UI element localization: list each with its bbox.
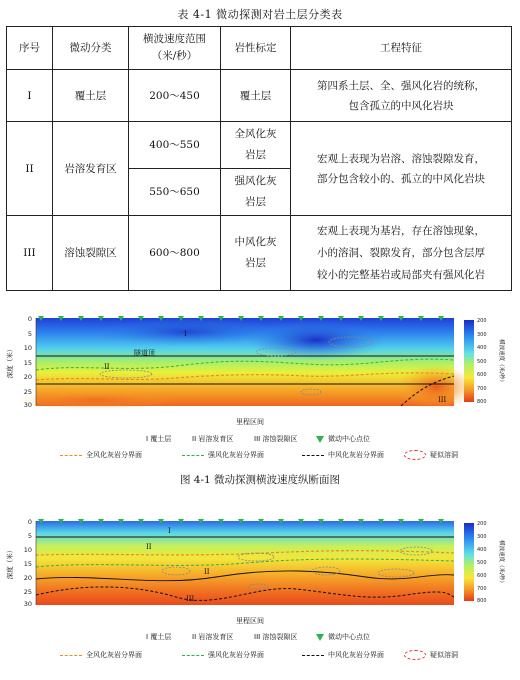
fig2-xlabel: 里程区间 (236, 617, 264, 625)
fig1-region-label: II (104, 363, 110, 371)
legend-item: 中风化灰岩分界面 (302, 450, 384, 460)
header-no: 序号 (7, 27, 53, 70)
header-litho: 岩性标定 (221, 27, 291, 70)
fig1-cb-tick: 400 (477, 345, 487, 351)
triangle-marker-icon (316, 634, 324, 641)
fig1-yticks (24, 315, 32, 409)
legend-item: II 岩溶发育区 (192, 633, 234, 641)
fig1-xlabel: 里程区间 (236, 418, 264, 426)
row3-no: III (7, 216, 53, 291)
fig2-yticks (24, 518, 32, 608)
row2-feature: 宏观上表现为岩溶、溶蚀裂隙发育， 部分包含较小的、孤立的中风化岩块 (291, 122, 512, 216)
fig2-ytick: 30 (23, 600, 32, 608)
fig1-cb-tick: 200 (477, 318, 487, 324)
figure-caption: 图 4-1 微动探测横波速度纵断面图 (179, 474, 341, 486)
fig2-cb-tick: 400 (477, 547, 487, 553)
fig1-cb-tick: 500 (477, 359, 487, 365)
fig1-colorbar-title: 横波速度（米/秒） (498, 339, 504, 385)
fig1-ytick: 25 (23, 388, 32, 396)
legend-item: 中风化灰岩分界面 (302, 650, 384, 660)
black-dash-icon (302, 455, 324, 456)
velocity-section-2-svg (6, 515, 514, 611)
fig1-cb-tick: 700 (477, 386, 487, 392)
fig1-ytick: 15 (23, 359, 32, 367)
velocity-section-2 (6, 515, 514, 611)
table-row (7, 122, 512, 169)
fig2-colorbar-title: 横波速度（米/秒） (498, 540, 504, 586)
legend-1 (6, 434, 514, 464)
fig2-cb-tick: 600 (477, 573, 487, 579)
row3-class: 溶蚀裂隙区 (53, 216, 129, 291)
fig2-ytick: 15 (23, 560, 32, 568)
table-header-row (7, 27, 512, 70)
row2-speed2: 550～650 (129, 169, 221, 216)
row1-feature: 第四系土层、全、强风化岩的统称， 包含孤立的中风化岩块 (291, 70, 512, 122)
row1-litho: 覆土层 (221, 70, 291, 122)
fig1-cb-tick: 300 (477, 332, 487, 338)
row3-speed: 600～800 (129, 216, 221, 291)
header-feature: 工程特征 (291, 27, 512, 70)
triangle-marker-icon (316, 436, 324, 443)
fig1-ylabel: 深度（米） (6, 345, 14, 379)
legend-item: 强风化灰岩分界面 (182, 450, 264, 460)
legend-item: II 岩溶发育区 (192, 435, 234, 443)
legend-item: 微动中心点位 (316, 434, 370, 444)
fig1-ytick: 5 (27, 330, 32, 338)
green-dash-icon (182, 455, 204, 456)
row2-no: II (7, 122, 53, 216)
fig2-region-label: II (146, 543, 152, 551)
row2-class: 岩溶发育区 (53, 122, 129, 216)
green-dash-icon (182, 655, 204, 656)
legend-item: III 溶蚀裂隙区 (254, 633, 298, 641)
fig2-cb-tick: 700 (477, 586, 487, 592)
red-ellipse-icon (404, 650, 426, 660)
classification-table (6, 26, 512, 291)
orange-dash-icon (60, 655, 82, 656)
legend-2 (6, 632, 514, 664)
header-class: 微动分类 (53, 27, 129, 70)
fig2-colorbar (464, 523, 474, 601)
fig2-ytick: 5 (27, 532, 32, 540)
fig1-ytick: 30 (23, 401, 32, 409)
legend-item: 疑似溶洞 (404, 450, 458, 460)
legend-item: 全风化灰岩分界面 (60, 650, 142, 660)
fig1-cb-tick: 800 (477, 399, 487, 405)
velocity-section-1 (6, 312, 514, 412)
row2-litho1: 全风化灰 岩层 (221, 122, 291, 169)
fig1-tunnel-label: 隧道顶 (134, 349, 155, 357)
row1-class: 覆土层 (53, 70, 129, 122)
legend-item: 微动中心点位 (316, 632, 370, 642)
row2-litho2: 强风化灰 岩层 (221, 169, 291, 216)
velocity-section-1-svg (6, 312, 514, 412)
fig2-cb-tick: 500 (477, 560, 487, 566)
fig1-ytick: 20 (23, 373, 32, 381)
fig2-cb-tick: 800 (477, 598, 487, 604)
row2-speed1: 400～550 (129, 122, 221, 169)
row1-speed: 200～450 (129, 70, 221, 122)
fig1-colorbar (464, 320, 474, 402)
red-ellipse-icon (404, 450, 426, 460)
fig2-region-label: III (186, 595, 195, 603)
fig1-ytick: 10 (23, 344, 32, 352)
fig2-region-label: II (204, 568, 210, 576)
fig2-ytick: 20 (23, 574, 32, 582)
orange-dash-icon (60, 455, 82, 456)
fig2-ytick: 0 (27, 518, 32, 526)
row3-feature: 宏观上表现为基岩，存在溶蚀现象， 小的溶洞、裂隙发育，部分包含层厚 较小的完整基岩或局部夹有强风化岩 (291, 216, 512, 291)
fig2-cb-tick: 200 (477, 521, 487, 527)
fig1-region-label: I (184, 330, 187, 338)
legend-item: III 溶蚀裂隙区 (254, 435, 298, 443)
table-title: 表 4-1 微动探测对岩土层分类表 (177, 8, 343, 21)
black-dash-icon (302, 655, 324, 656)
fig2-ylabel: 深度（米） (6, 546, 14, 580)
fig1-ytick: 0 (27, 315, 32, 323)
legend-item: 全风化灰岩分界面 (60, 450, 142, 460)
fig2-cb-tick: 300 (477, 534, 487, 540)
legend-item: 强风化灰岩分界面 (182, 650, 264, 660)
legend-item: I 覆土层 (146, 435, 172, 443)
legend-item: I 覆土层 (146, 633, 172, 641)
row3-litho: 中风化灰 岩层 (221, 216, 291, 291)
fig1-cb-tick: 600 (477, 372, 487, 378)
row1-no: I (7, 70, 53, 122)
fig2-ytick: 10 (23, 546, 32, 554)
table-row (7, 70, 512, 122)
table-row (7, 216, 512, 291)
fig2-ytick: 25 (23, 588, 32, 596)
fig1-region-label: III (438, 396, 447, 404)
legend-item: 疑似溶洞 (404, 650, 458, 660)
fig2-region-label: I (168, 527, 171, 535)
header-speed: 横波速度范围 （米/秒） (129, 27, 221, 70)
